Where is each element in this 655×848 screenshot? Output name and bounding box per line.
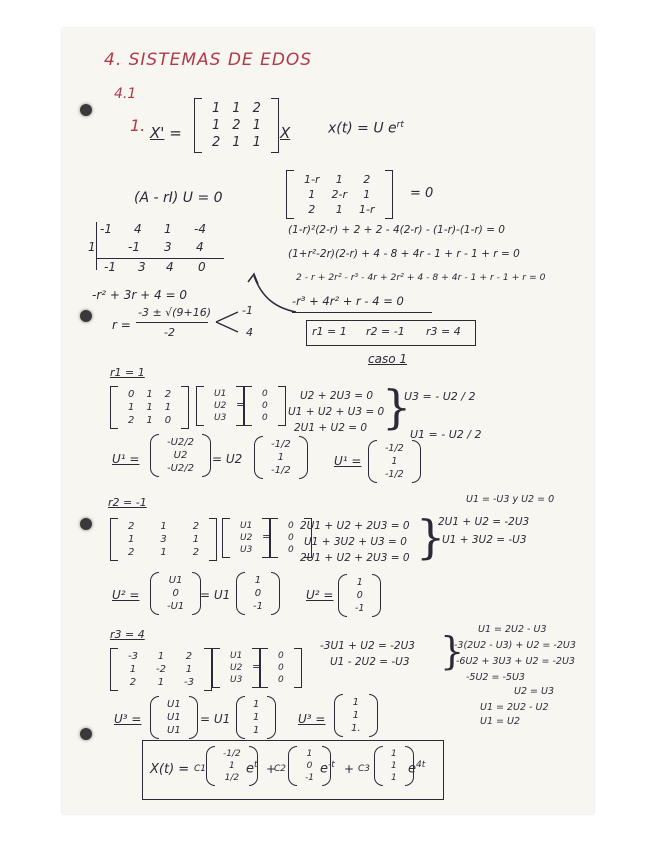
char-matrix: [286, 170, 393, 219]
case3-eq: -3U1 + U2 = -2U3: [320, 640, 415, 652]
vector-cell: -U2/2: [167, 463, 195, 474]
case1-matrix: [110, 386, 189, 429]
vector-cell: 1: [391, 761, 397, 771]
vector-cell: 0: [262, 413, 268, 423]
matrix-cell: 0: [128, 389, 135, 400]
x-prime: X': [150, 124, 165, 142]
case3-final-vector: [334, 694, 378, 737]
case3-step: -5U2 = -5U3: [466, 672, 525, 683]
vector-cell: 1: [306, 749, 313, 759]
binder-hole: [80, 728, 92, 740]
case1-u-label: U¹ =: [112, 452, 140, 466]
case2-factored-vector: [236, 572, 280, 615]
case1-u1: U1 = - U2 / 2: [410, 428, 482, 441]
ruffini-cell: -4: [194, 222, 206, 236]
matrix-cell: 1-r: [359, 203, 375, 216]
section-number: 4.1: [114, 86, 137, 102]
eigen-equation: (A - rI) U = 0: [134, 190, 223, 206]
vector-cell: 1: [356, 577, 363, 588]
exp-power: 4t: [416, 760, 426, 770]
case3-step: -3(2U2 - U3) + U2 = -2U3: [454, 640, 576, 651]
ansatz-text: x(t) = U e: [328, 120, 397, 137]
root-r2: r2 = -1: [366, 325, 405, 338]
vector-cell: 0: [278, 651, 284, 661]
case2-factor: = U1: [200, 588, 231, 602]
ruffini-cell: 3: [138, 260, 146, 274]
vector-cell: 1/2: [224, 773, 240, 783]
vector-cell: U1: [168, 575, 183, 586]
exp-power: t: [254, 760, 258, 770]
solution-lhs: X(t) =: [150, 762, 190, 777]
vector-cell: 0: [278, 675, 284, 685]
case2-final-vector: [338, 574, 381, 617]
exp-base: e: [246, 761, 254, 777]
matrix-cell: 2: [128, 415, 135, 426]
case2-u-label: U² =: [112, 588, 140, 602]
vector-cell: 1: [253, 725, 260, 736]
vector-cell: -1/2: [385, 469, 404, 480]
exp-term-1: [246, 760, 258, 776]
equals-sign: =: [262, 530, 272, 543]
page-title: 4. SISTEMAS DE EDOS: [104, 50, 313, 70]
vector-cell: U1: [214, 389, 227, 399]
case3-factor: = U1: [200, 712, 231, 726]
exp-power: -t: [328, 760, 335, 770]
matrix-cell: 1: [164, 402, 172, 413]
vector-cell: 1: [352, 697, 359, 708]
case1-u3: U3 = - U2 / 2: [404, 390, 476, 403]
binder-hole: [80, 310, 92, 322]
matrix-cell: 2: [192, 521, 200, 532]
vector-cell: U2: [230, 663, 243, 673]
problem-number: 1.: [130, 116, 146, 135]
ruffini-rule: [96, 258, 224, 259]
matrix-cell: -3: [183, 677, 194, 688]
matrix-a: [194, 98, 279, 153]
matrix-cell: 2: [192, 547, 200, 558]
case2-final-label: U² =: [306, 588, 334, 602]
case3-zeros: [260, 648, 302, 688]
matrix-cell: 1: [212, 118, 221, 133]
ruffini-cell: 1: [164, 222, 172, 236]
vector-cell: -1/2: [271, 465, 291, 476]
vector-cell: 1: [391, 456, 398, 467]
case3-matrix: [110, 648, 212, 691]
matrix-cell: 1: [128, 402, 135, 413]
ruffini-root: 1: [88, 240, 96, 254]
right-brace: }: [416, 510, 446, 564]
case3-final-label: U³ =: [298, 712, 326, 726]
case2-eq: 2U1 + U2 + 2U3 = 0: [300, 520, 410, 532]
vector-cell: 0: [262, 389, 268, 399]
case1-eq: 2U1 + U2 = 0: [294, 422, 368, 434]
plus-sign: +: [266, 762, 277, 776]
matrix-cell: -3: [128, 651, 138, 662]
matrix-cell: 1: [160, 521, 167, 532]
exp-term-3: [408, 760, 425, 776]
vector-cell: 1: [253, 712, 260, 723]
vector-cell: U3: [230, 675, 243, 685]
formula-numerator: -3 ± √(9+16): [138, 306, 211, 319]
root-r3: r3 = 4: [426, 325, 461, 338]
vector-cell: 1: [391, 773, 397, 783]
quadratic-equation: -r² + 3r + 4 = 0: [92, 288, 187, 302]
case2-vector: [150, 572, 201, 615]
ruffini-cell: 3: [164, 240, 172, 254]
vector-cell: -U2/2: [167, 437, 195, 448]
matrix-cell: 1: [212, 101, 221, 116]
case3-step: U1 = U2: [480, 716, 520, 727]
case3-step: -6U2 + 3U3 + U2 = -2U3: [456, 656, 575, 667]
matrix-cell: 1: [146, 389, 153, 400]
quadratic-root: -1: [242, 304, 253, 317]
formula-lhs: r =: [112, 318, 131, 332]
matrix-cell: 1: [185, 664, 193, 675]
matrix-cell: 1: [157, 651, 165, 662]
cubic-equation: -r³ + 4r² + r - 4 = 0: [292, 294, 404, 308]
vector-cell: 0: [278, 663, 284, 673]
case1-eq: U2 + 2U3 = 0: [300, 390, 374, 402]
ruffini-cell: 4: [134, 222, 142, 236]
matrix-cell: 1: [146, 402, 153, 413]
system-lhs: [150, 124, 182, 142]
vector-cell: -1: [305, 773, 314, 783]
binder-hole: [80, 518, 92, 530]
matrix-cell: 1: [252, 118, 261, 133]
vector-cell: 1: [352, 710, 359, 721]
vector-cell: U1: [230, 651, 243, 661]
vector-cell: U1: [167, 699, 181, 710]
ruffini-cell: 4: [196, 240, 204, 254]
matrix-cell: 1: [157, 677, 165, 688]
equals-sign: =: [236, 398, 246, 411]
ruffini-cell: -1: [100, 222, 112, 236]
vector-cell: 0: [356, 590, 363, 601]
coef-c3: C3: [358, 764, 371, 774]
coef-c2: C2: [274, 764, 287, 774]
equals-sign: =: [252, 660, 262, 673]
matrix-cell: 0: [164, 415, 172, 426]
vector-cell: -1: [253, 601, 263, 612]
case2-side: 2U1 + U2 = -2U3: [438, 516, 530, 528]
matrix-cell: -2: [155, 664, 166, 675]
matrix-cell: 1: [129, 664, 137, 675]
matrix-cell: 2: [308, 203, 316, 216]
matrix-cell: 2: [232, 118, 241, 133]
case2-note: U1 = -U3 y U2 = 0: [466, 494, 555, 505]
case3-step: U1 = 2U2 - U2: [480, 702, 549, 713]
vector-cell: -1/2: [223, 749, 241, 759]
ruffini-cell: 4: [166, 260, 174, 274]
vector-cell: 0: [262, 401, 268, 411]
matrix-cell: 1: [252, 135, 261, 150]
caso-label: caso 1: [368, 352, 407, 366]
ruffini-divider: [96, 222, 97, 270]
split-bracket-icon: [212, 306, 242, 338]
vector-cell: -1/2: [271, 439, 291, 450]
case2-label: r2 = -1: [108, 496, 147, 509]
char-eq-zero: = 0: [410, 186, 434, 201]
expansion-line: 2 - r + 2r² - r³ - 4r + 2r² + 4 - 8 + 4r - 1 + r - 1 + r = 0: [296, 272, 546, 283]
vector-cell: -U1: [167, 601, 185, 612]
case3-step: U2 = U3: [514, 686, 554, 697]
vector-cell: 1: [391, 749, 397, 759]
case3-label: r3 = 4: [110, 628, 145, 641]
fraction-bar: [136, 322, 208, 323]
ansatz: [328, 120, 404, 137]
vector-cell: 0: [306, 761, 313, 771]
vector-cell: 0: [254, 588, 262, 599]
coef-c1: C1: [194, 764, 207, 774]
exp-base: e: [408, 761, 416, 777]
matrix-cell: 2: [212, 135, 221, 150]
right-brace: }: [382, 380, 412, 434]
case1-vector: [150, 434, 211, 477]
vector-cell: 1: [254, 575, 262, 586]
matrix-cell: 1: [335, 203, 343, 216]
vector-cell: 1: [229, 761, 235, 771]
matrix-cell: 2: [128, 547, 135, 558]
right-brace: }: [440, 629, 465, 673]
vector-cell: 0: [288, 545, 294, 555]
matrix-cell: 1: [128, 534, 135, 545]
vector-cell: U3: [240, 545, 253, 555]
vector-cell: 0: [172, 588, 179, 599]
matrix-cell: 2: [129, 677, 137, 688]
case2-eq: U1 + 3U2 + U3 = 0: [304, 536, 407, 548]
exp-base: e: [320, 761, 328, 777]
equals-sign: =: [169, 124, 182, 142]
vector-cell: -1/2: [385, 443, 404, 454]
vector-cell: 0: [288, 533, 294, 543]
ruffini-cell: 0: [198, 260, 206, 274]
case1-zeros: [244, 386, 286, 426]
matrix-cell: 3: [160, 534, 167, 545]
matrix-cell: 2: [128, 521, 135, 532]
case3-u-label: U³ =: [114, 712, 142, 726]
vector-cell: 1: [253, 699, 260, 710]
case3-vector: [150, 696, 198, 739]
matrix-cell: 1: [232, 135, 241, 150]
matrix-cell: 2: [185, 651, 193, 662]
vector-cell: U3: [214, 413, 227, 423]
vector-cell: U2: [214, 401, 227, 411]
cubic-underline: [292, 312, 432, 313]
case1-eq: U1 + U2 + U3 = 0: [288, 406, 385, 418]
matrix-cell: 1: [146, 415, 153, 426]
matrix-cell: 1: [232, 101, 241, 116]
plus-sign: +: [344, 762, 355, 776]
quadratic-root: 4: [246, 326, 253, 339]
ruffini-cell: -1: [128, 240, 140, 254]
case3-eq: U1 - 2U2 = -U3: [330, 656, 410, 668]
expansion-line: (1+r²-2r)(2-r) + 4 - 8 + 4r - 1 + r - 1 + r = 0: [288, 248, 520, 260]
case2-side: U1 + 3U2 = -U3: [442, 534, 527, 546]
formula-denominator: -2: [164, 326, 175, 339]
matrix-cell: 1: [192, 534, 200, 545]
case1-final-vector: [368, 440, 421, 483]
vector-cell: 1.: [351, 723, 361, 734]
vector-cell: U1: [167, 725, 181, 736]
vector-cell: U2: [240, 533, 253, 543]
ansatz-exponent: rt: [396, 120, 404, 130]
case2-matrix: [110, 518, 217, 561]
exp-term-2: [320, 760, 335, 776]
binder-hole: [80, 104, 92, 116]
matrix-cell: 1: [335, 173, 343, 186]
case1-label: r1 = 1: [110, 366, 145, 379]
case1-final-label: U¹ =: [334, 454, 362, 468]
matrix-cell: 1: [363, 188, 371, 201]
case3-factored-vector: [236, 696, 276, 739]
ruffini-cell: -1: [104, 260, 116, 274]
root-r1: r1 = 1: [312, 325, 347, 338]
system-rhs-x: X: [280, 124, 291, 142]
matrix-cell: 2: [252, 101, 261, 116]
vector-cell: U1: [167, 712, 181, 723]
matrix-cell: 1-r: [304, 173, 320, 186]
vector-cell: U2: [173, 450, 188, 461]
vector-cell: 1: [277, 452, 285, 463]
case2-eq: 2U1 + U2 + 2U3 = 0: [300, 552, 410, 564]
matrix-cell: 1: [308, 188, 316, 201]
matrix-cell: 1: [160, 547, 167, 558]
vector-cell: -1: [355, 603, 365, 614]
matrix-cell: 2: [164, 389, 172, 400]
expansion-line: (1-r)²(2-r) + 2 + 2 - 4(2-r) - (1-r)-(1-r) = 0: [288, 224, 505, 236]
matrix-cell: 2-r: [331, 188, 347, 201]
case3-step: U1 = 2U2 - U3: [478, 624, 547, 635]
matrix-cell: 2: [363, 173, 371, 186]
case1-factor: = U2: [212, 452, 243, 466]
vector-cell: 0: [288, 521, 294, 531]
case1-factored-vector: [254, 436, 308, 479]
vector-cell: U1: [240, 521, 253, 531]
